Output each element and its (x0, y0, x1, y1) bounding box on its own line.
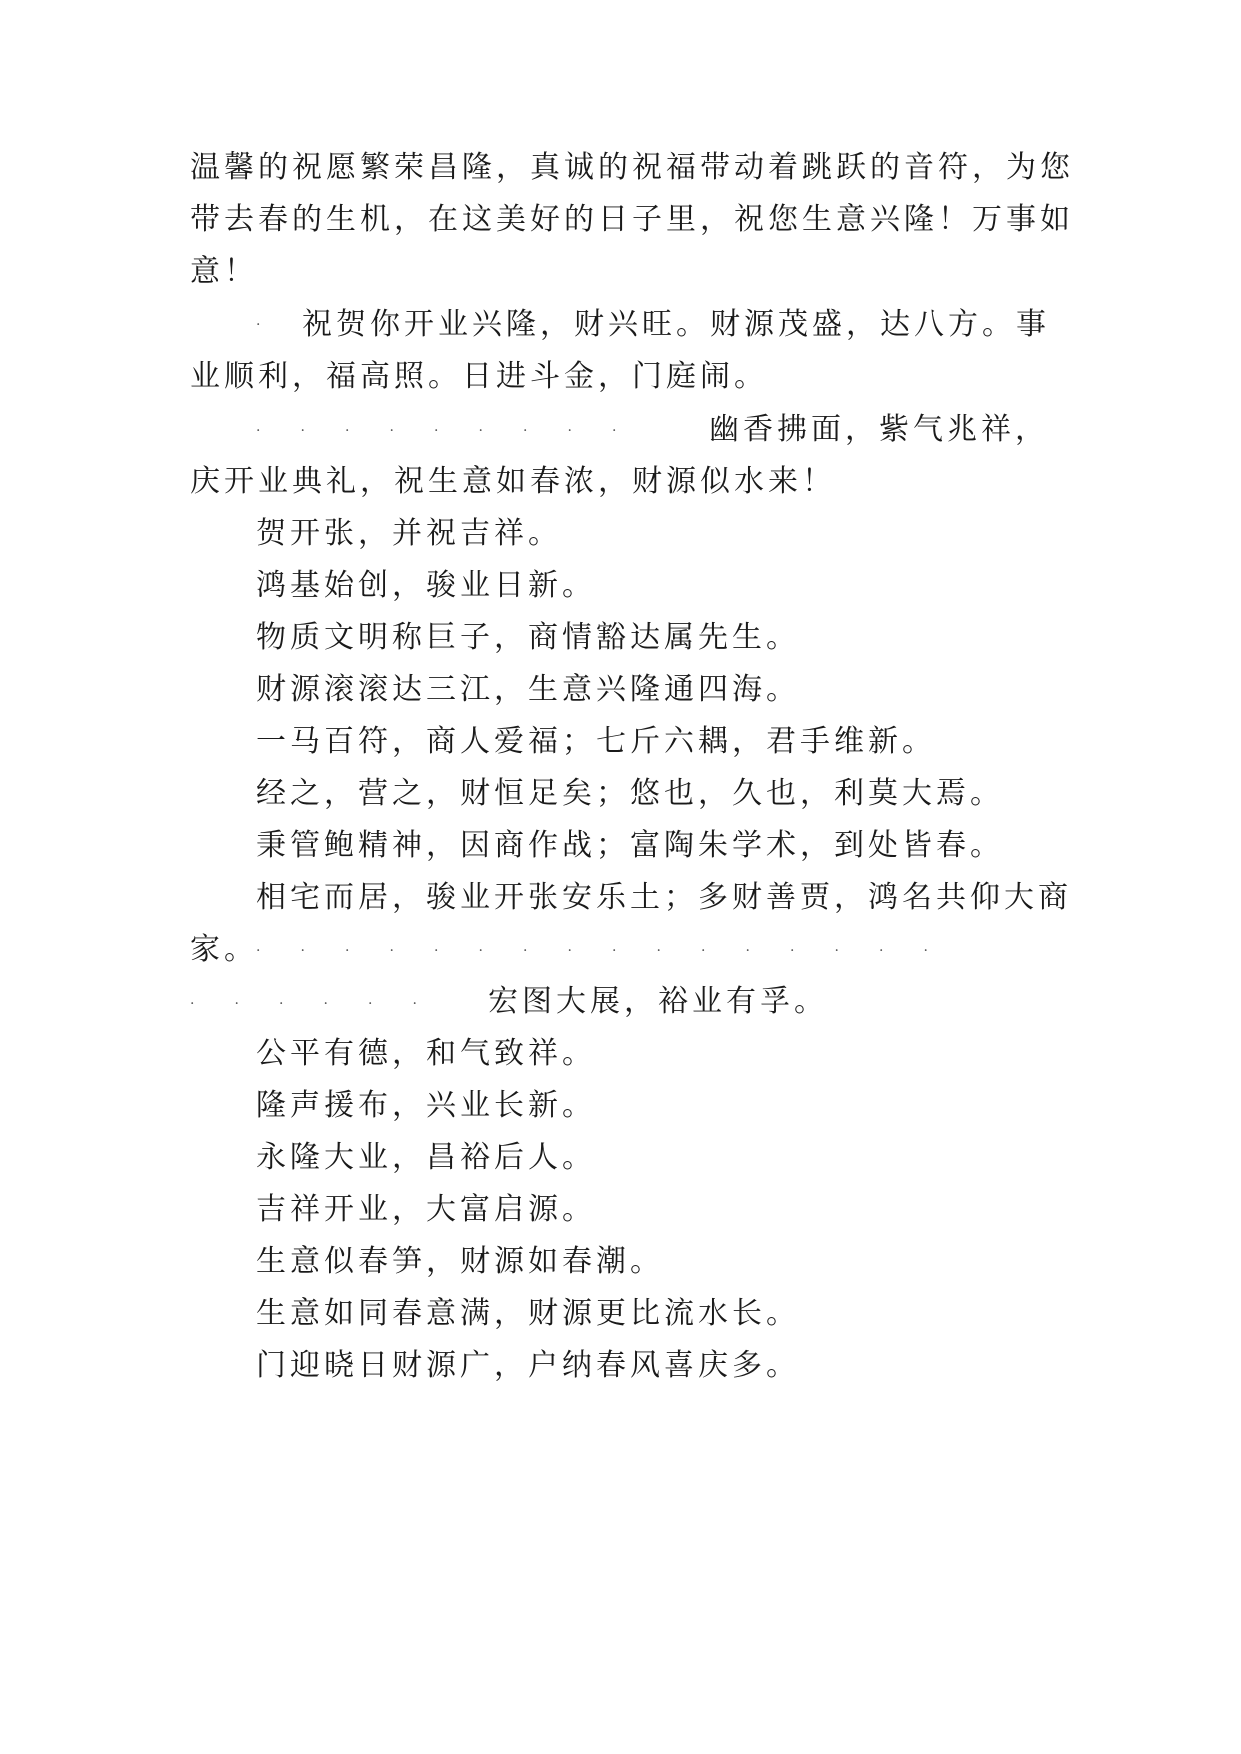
text-line-7: 庆开业典礼，祝生意如春浓，财源似水来！ (190, 464, 836, 499)
text-line-16: 家。 (190, 932, 258, 967)
text-line-12: 一马百符，商人爱福；七斤六耦，君手维新。 (256, 724, 936, 759)
text-line-21: 吉祥开业，大富启源。 (256, 1192, 596, 1227)
text-line-8: 贺开张，并祝吉祥。 (256, 516, 562, 551)
text-line-14: 秉管鲍精神，因商作战；富陶朱学术，到处皆春。 (256, 828, 1004, 863)
text-line-17: 宏图大展，裕业有孚。 (488, 984, 828, 1019)
text-line-22: 生意似春笋，财源如春潮。 (256, 1244, 664, 1279)
text-line-1: 温馨的祝愿繁荣昌隆，真诚的祝福带动着跳跃的音符，为您 (190, 150, 1074, 185)
text-line-5: 业顺利，福高照。日进斗金，门庭闹。 (190, 359, 768, 394)
text-line-9: 鸿基始创，骏业日新。 (256, 568, 596, 603)
text-line-4: 祝贺你开业兴隆，财兴旺。财源茂盛，达八方。事 (302, 307, 1050, 342)
dot-leader: · · · · · · (190, 996, 417, 1012)
dot-leader: · · · · · · · · · · · · · · · · (256, 943, 928, 959)
text-line-18: 公平有德，和气致祥。 (256, 1036, 596, 1071)
text-line-3: 意！ (190, 254, 258, 289)
text-line-19: 隆声援布，兴业长新。 (256, 1088, 596, 1123)
text-line-13: 经之，营之，财恒足矣；悠也，久也，利莫大焉。 (256, 776, 1004, 811)
text-line-24: 门迎晓日财源广，户纳春风喜庆多。 (256, 1348, 800, 1383)
text-line-11: 财源滚滚达三江，生意兴隆通四海。 (256, 672, 800, 707)
text-line-15: 相宅而居，骏业开张安乐土；多财善贾，鸿名共仰大商 (256, 880, 1072, 915)
text-line-20: 永隆大业，昌裕后人。 (256, 1140, 596, 1175)
text-line-10: 物质文明称巨子，商情豁达属先生。 (256, 620, 800, 655)
text-line-23: 生意如同春意满，财源更比流水长。 (256, 1296, 800, 1331)
text-line-2: 带去春的生机，在这美好的日子里，祝您生意兴隆！万事如 (190, 202, 1074, 237)
dot-leader: · (256, 317, 261, 333)
dot-leader: · · · · · · · · · (256, 423, 617, 439)
text-line-6: 幽香拂面，紫气兆祥， (709, 412, 1049, 447)
